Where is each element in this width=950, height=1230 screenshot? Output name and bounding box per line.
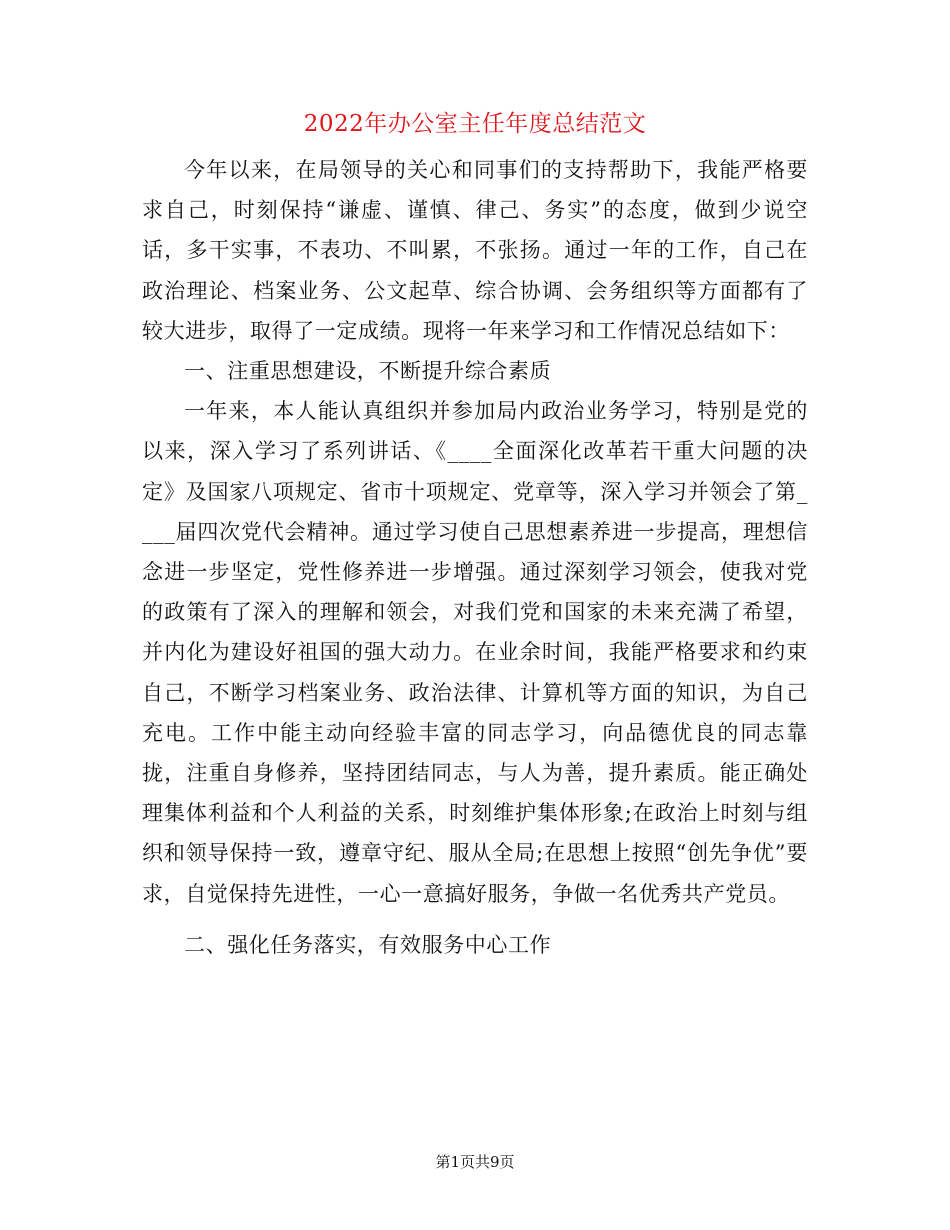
section-one-paragraph: 一年来，本人能认真组织并参加局内政治业务学习，特别是党的以来，深入学习了系列讲话、《____全面深化改革若干重大问题的决定》及国家八项规定、省市十项规定、党章等，深入学习并领会了第____届四次党代会精神。通过学习使自己思想素养进一步提高，理想信念进一步坚定，党性修养进一步增强。通过深刻学习领会，使我对党的政策有了深入的理解和领会，对我们党和国家的未来充满了希望，并内化为建设好祖国的强大动力。在业余时间，我能严格要求和约束自己，不断学习档案业务、政治法律、计算机等方面的知识，为自己充电。工作中能主动向经验丰富的同志学习，向品德优良的同志靠拢，注重自身修养，坚持团结同志，与人为善，提升素质。能正确处理集体利益和个人利益的关系，时刻维护集体形象;在政治上时刻与组织和领导保持一致，遵章守纪、服从全局;在思想上按照“创先争优”要求，自觉保持先进性，一心一意搞好服务，争做一名优秀共产党员。: [142, 399, 808, 906]
document-title: 2022年办公室主任年度总结范文: [303, 111, 647, 137]
section-heading-one: 一、注重思想建设，不断提升综合素质: [184, 359, 552, 384]
page-number-footer: 第1页共9页: [435, 1153, 515, 1171]
document-body: [142, 150, 808, 965]
section-heading-two: 二、强化任务落实，有效服务中心工作: [184, 932, 552, 957]
intro-paragraph: 今年以来，在局领导的关心和同事们的支持帮助下，我能严格要求自己，时刻保持“谦虚、谨慎、律己、务实”的态度，做到少说空话，多干实事，不表功、不叫累，不张扬。通过一年的工作，自己在政治理论、档案业务、公文起草、综合协调、会务组织等方面都有了较大进步，取得了一定成绩。现将一年来学习和工作情况总结如下：: [142, 158, 808, 343]
